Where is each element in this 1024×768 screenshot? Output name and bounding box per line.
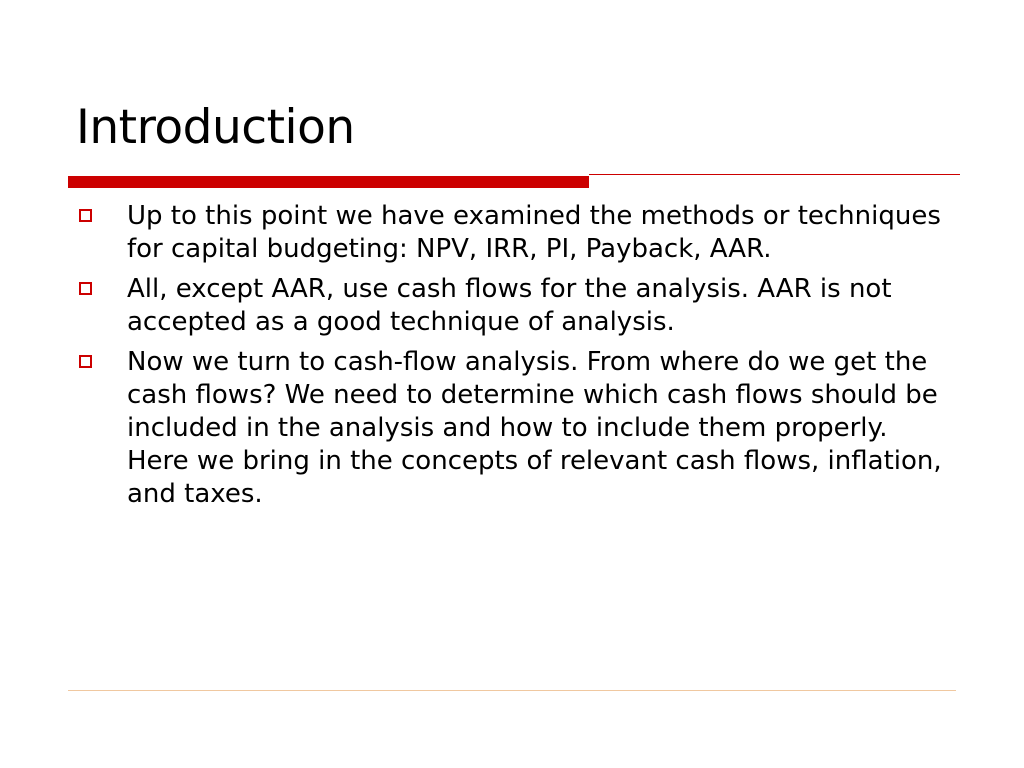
title-underline-thick <box>68 176 589 188</box>
hollow-square-icon <box>79 282 92 295</box>
footer-divider <box>68 690 956 691</box>
hollow-square-icon <box>79 355 92 368</box>
bullet-text: All, except AAR, use cash flows for the analysis. AAR is not accepted as a good technique of analysis. <box>127 274 892 337</box>
bullet-list <box>76 200 956 518</box>
hollow-square-icon <box>79 209 92 222</box>
title-underline-thin <box>589 174 960 175</box>
bullet-text: Now we turn to cash-flow analysis. From where do we get the cash flows? We need to determine which cash flows should be included in the analysis and how to include them properly. Here we bring in the concepts of relevant cash flows, inflation, and taxes. <box>127 347 942 509</box>
bullet-item <box>76 200 956 266</box>
slide-title: Introduction <box>76 100 355 155</box>
bullet-item <box>76 346 956 511</box>
bullet-text: Up to this point we have examined the methods or techniques for capital budgeting: NPV, IRR, PI, Payback, AAR. <box>127 201 941 264</box>
bullet-item <box>76 273 956 339</box>
